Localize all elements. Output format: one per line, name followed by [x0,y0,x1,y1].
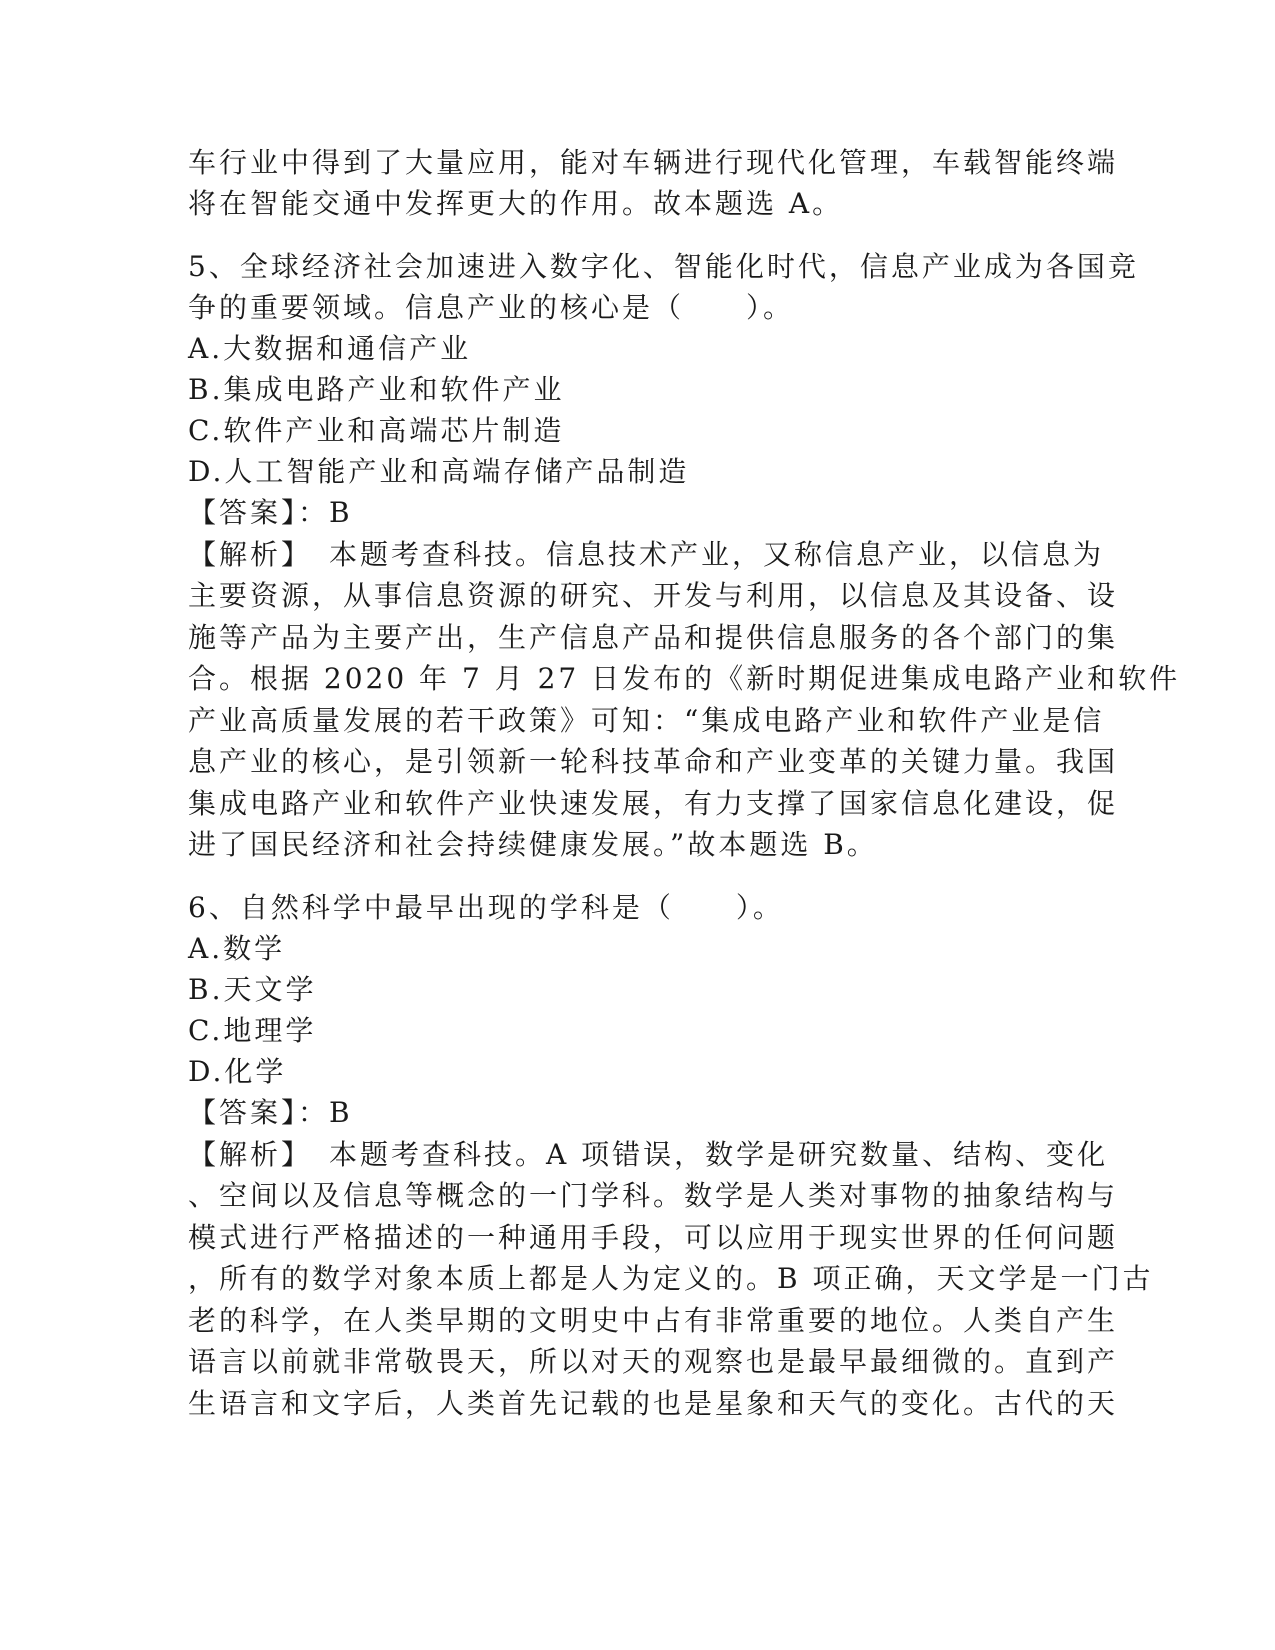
text-line: 车行业中得到了大量应用，能对车辆进行现代化管理，车载智能终端 [188,146,1119,179]
text-line: 将在智能交通中发挥更大的作用。故本题选 A。 [188,187,844,220]
question-5-stem: 争的重要领域。信息产业的核心是（ ）。 [188,291,795,324]
analysis-text: 主要资源，从事信息资源的研究、开发与利用，以信息及其设备、设 [188,579,1119,612]
analysis-text: 【解析】 本题考查科技。A 项错误，数学是研究数量、结构、变化 [188,1138,1109,1171]
analysis-text: 息产业的核心，是引领新一轮科技革命和产业变革的关键力量。我国 [188,745,1119,778]
option-c: C.软件产业和高端芯片制造 [188,414,565,447]
answer-label: 【答案】：B [188,1096,353,1129]
question-6-stem: 6、自然科学中最早出现的学科是（ ）。 [188,891,784,924]
option-d: D.人工智能产业和高端存储产品制造 [188,455,690,488]
analysis-text: 老的科学，在人类早期的文明史中占有非常重要的地位。人类自产生 [188,1304,1119,1337]
option-d: D.化学 [188,1055,287,1088]
analysis-text: 进了国民经济和社会持续健康发展。”故本题选 B。 [188,828,878,861]
option-c: C.地理学 [188,1014,317,1047]
question-5-stem: 5、全球经济社会加速进入数字化、智能化时代，信息产业成为各国竞 [188,250,1139,283]
analysis-text: 集成电路产业和软件产业快速发展，有力支撑了国家信息化建设，促 [188,787,1119,820]
analysis-text: 语言以前就非常敬畏天，所以对天的观察也是最早最细微的。直到产 [188,1345,1119,1378]
analysis-text: 生语言和文字后，人类首先记载的也是星象和天气的变化。古代的天 [188,1387,1119,1420]
analysis-text: 产业高质量发展的若干政策》可知：“集成电路产业和软件产业是信 [188,704,1105,737]
analysis-text: ，所有的数学对象本质上都是人为定义的。B 项正确，天文学是一门古 [188,1262,1154,1295]
option-b: B.天文学 [188,973,317,1006]
answer-label: 【答案】：B [188,496,353,529]
option-a: A.大数据和通信产业 [188,332,472,365]
analysis-text: 施等产品为主要产出，生产信息产品和提供信息服务的各个部门的集 [188,621,1119,654]
analysis-text: 、空间以及信息等概念的一门学科。数学是人类对事物的抽象结构与 [188,1179,1119,1212]
option-b: B.集成电路产业和软件产业 [188,373,565,406]
analysis-text: 模式进行严格描述的一种通用手段，可以应用于现实世界的任何问题 [188,1221,1119,1254]
analysis-text: 合。根据 2020 年 7 月 27 日发布的《新时期促进集成电路产业和软件 [188,662,1181,695]
analysis-text: 【解析】 本题考查科技。信息技术产业，又称信息产业，以信息为 [188,538,1105,571]
option-a: A.数学 [188,932,286,965]
